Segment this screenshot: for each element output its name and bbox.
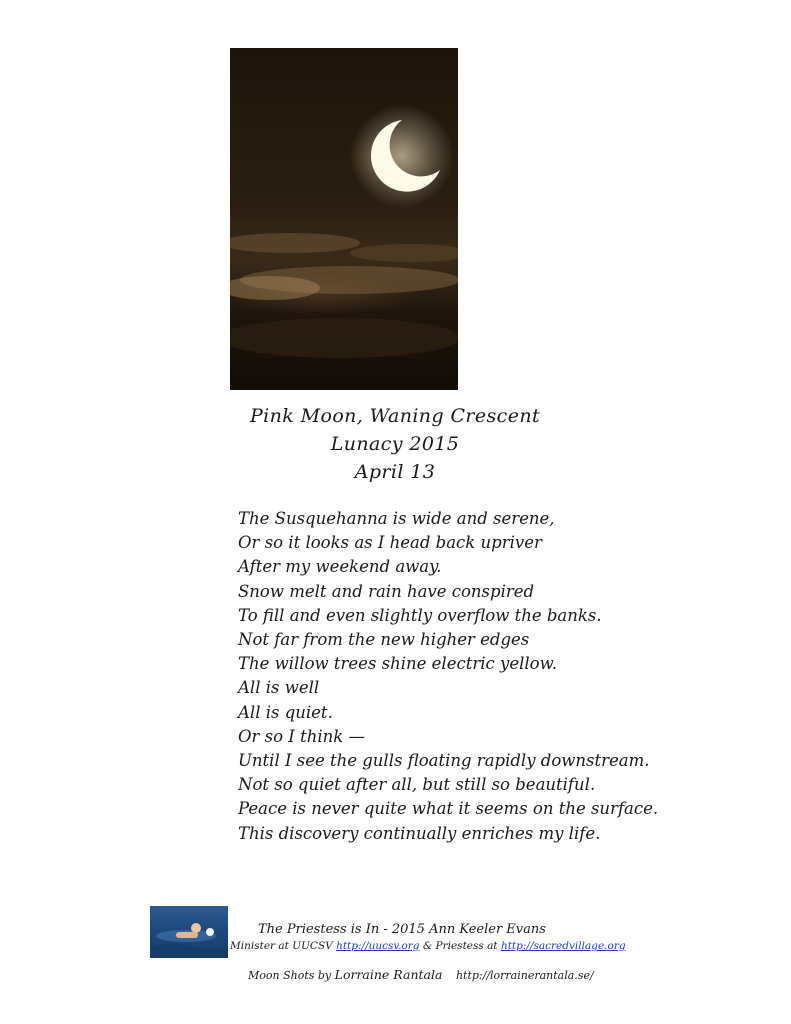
poem-line: Snow melt and rain have conspired: [238, 581, 535, 601]
minister-label: Minister at UUCSV: [230, 940, 333, 952]
photographer-url: http://lorrainerantala.se/: [455, 969, 594, 982]
poem-line: Or so I think —: [238, 726, 365, 746]
moon-photo: [230, 48, 458, 390]
moon-shots-label: Moon Shots by: [248, 969, 332, 982]
crescent-moon-graphic: [230, 48, 458, 390]
uucsv-link[interactable]: http://uucsv.org: [336, 940, 420, 952]
poem-line: This discovery continually enriches my life.: [238, 823, 601, 843]
sacred-village-link[interactable]: http://sacredvillage.org: [500, 940, 626, 952]
poem-body: [238, 507, 659, 846]
photographer-name: Lorraine Rantala: [334, 967, 443, 982]
poem-line: The Susquehanna is wide and serene,: [238, 509, 555, 528]
poem-line: Or so it looks as I head back upriver: [238, 533, 542, 553]
poem-line: All is well: [238, 678, 320, 698]
poem-title-block: [230, 402, 560, 486]
poem-line: Not so quiet after all, but still so beautiful.: [238, 775, 596, 795]
affiliations-line: [230, 940, 626, 952]
poem-line: After my weekend away.: [238, 557, 442, 577]
author-byline: The Priestess is In - 2015 Ann Keeler Evans: [258, 922, 546, 937]
poem-series: Lunacy 2015: [330, 433, 460, 455]
poem-line: The willow trees shine electric yellow.: [238, 654, 557, 674]
priestess-label: & Priestess at: [422, 940, 498, 952]
photo-credit: [248, 967, 594, 982]
poem-date: April 13: [354, 461, 436, 483]
poem-line: To fill and even slightly overflow the banks.: [238, 605, 602, 625]
poem-line: Until I see the gulls floating rapidly downstream.: [238, 751, 650, 771]
poem-line: Peace is never quite what it seems on the surface.: [238, 799, 659, 819]
poem-line: Not far from the new higher edges: [238, 630, 530, 650]
poem-line: All is quiet.: [238, 702, 333, 722]
poem-title: Pink Moon, Waning Crescent: [249, 405, 541, 427]
author-swimming-photo: [150, 906, 228, 958]
